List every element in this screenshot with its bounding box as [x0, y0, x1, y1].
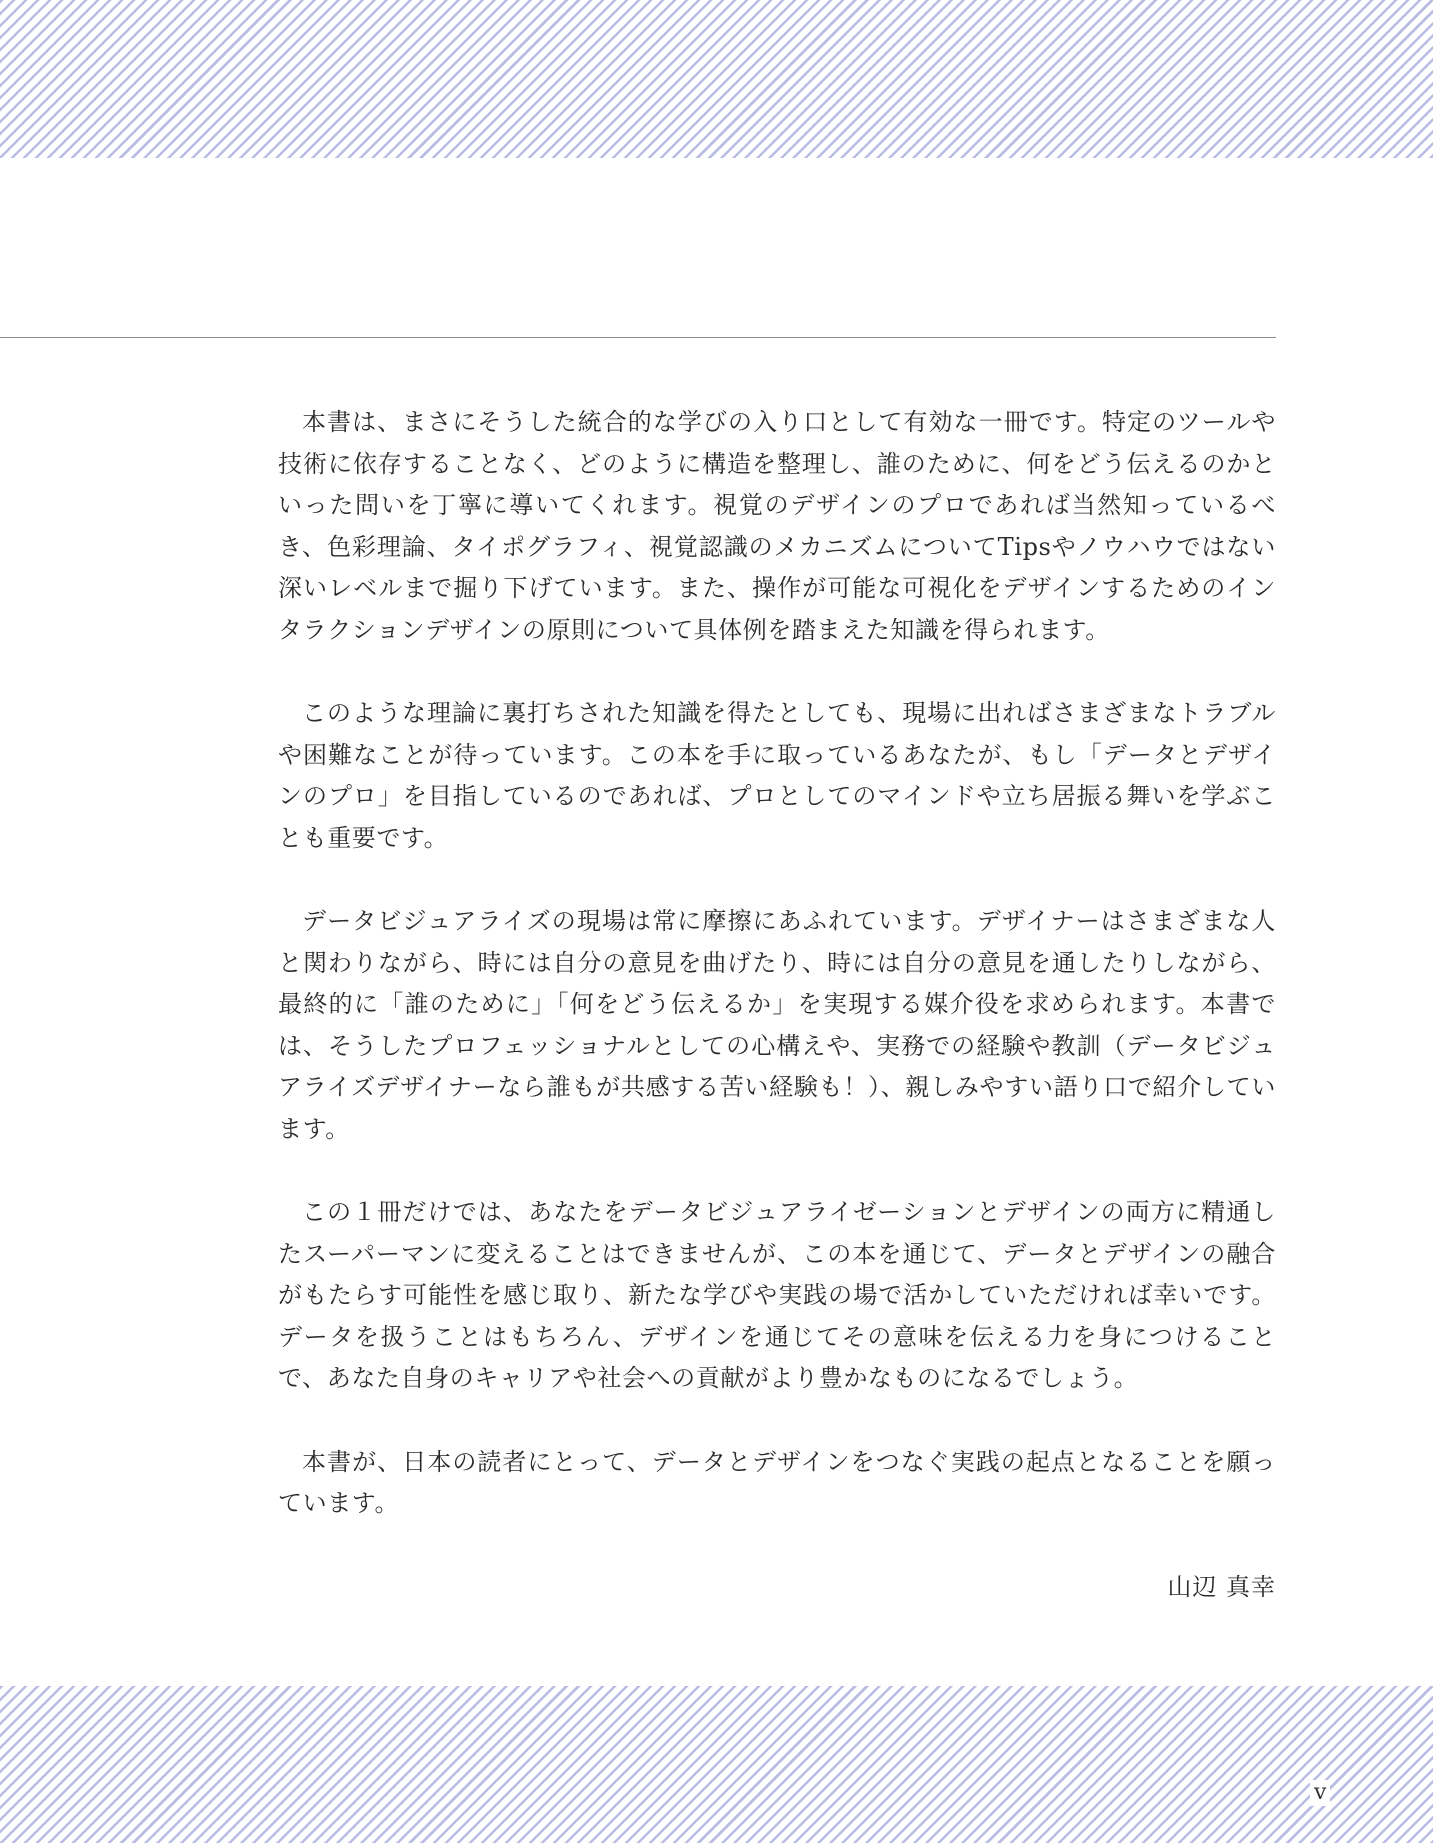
paragraph-3: データビジュアライズの現場は常に摩擦にあふれています。デザイナーはさまざまな人と関わりながら、時には自分の意見を曲げたり、時には自分の意見を通したりしながら、最終的に「誰のために」「何をどう伝えるか」を実現する媒介役を求められます。本書では、そうしたプロフェッショナルとしての心構えや、実務での経験や教訓（データビジュアライズデザイナーなら誰もが共感する苦い経験も！）、親しみやすい語り口で紹介しています。: [278, 907, 1276, 1143]
paragraph-4: この１冊だけでは、あなたをデータビジュアライゼーションとデザインの両方に精通したスーパーマンに変えることはできませんが、この本を通じて、データとデザインの融合がもたらす可能性を感じ取り、新たな学びや実践の場で活かしていただければ幸いです。データを扱うことはもちろん、デザインを通じてその意味を伝える力を身につけることで、あなた自身のキャリアや社会への貢献がより豊かなものになるでしょう。: [278, 1198, 1276, 1392]
paragraph-5: 本書が、日本の読者にとって、データとデザインをつなぐ実践の起点となることを願っています。: [278, 1447, 1276, 1517]
page-number: v: [1310, 1780, 1330, 1806]
author-signature: 山辺 真幸: [1167, 1572, 1276, 1601]
body-text: [278, 402, 1276, 1608]
top-stripe-band: [0, 0, 1433, 158]
paragraph-1: 本書は、まさにそうした統合的な学びの入り口として有効な一冊です。特定のツールや技術に依存することなく、どのように構造を整理し、誰のために、何をどう伝えるのかといった問いを丁寧に導いてくれます。視覚のデザインのプロであれば当然知っているべき、色彩理論、タイポグラフィ、視覚認識のメカニズムについてTipsやノウハウではない深いレベルまで掘り下げています。また、操作が可能な可視化をデザインするためのインタラクションデザインの原則について具体例を踏まえた知識を得られます。: [278, 408, 1276, 644]
bottom-stripe-band: [0, 1686, 1433, 1843]
paragraph-2: このような理論に裏打ちされた知識を得たとしても、現場に出ればさまざまなトラブルや困難なことが待っています。この本を手に取っているあなたが、もし「データとデザインのプロ」を目指しているのであれば、プロとしてのマインドや立ち居振る舞いを学ぶことも重要です。: [278, 699, 1276, 852]
horizontal-rule: [0, 337, 1276, 338]
